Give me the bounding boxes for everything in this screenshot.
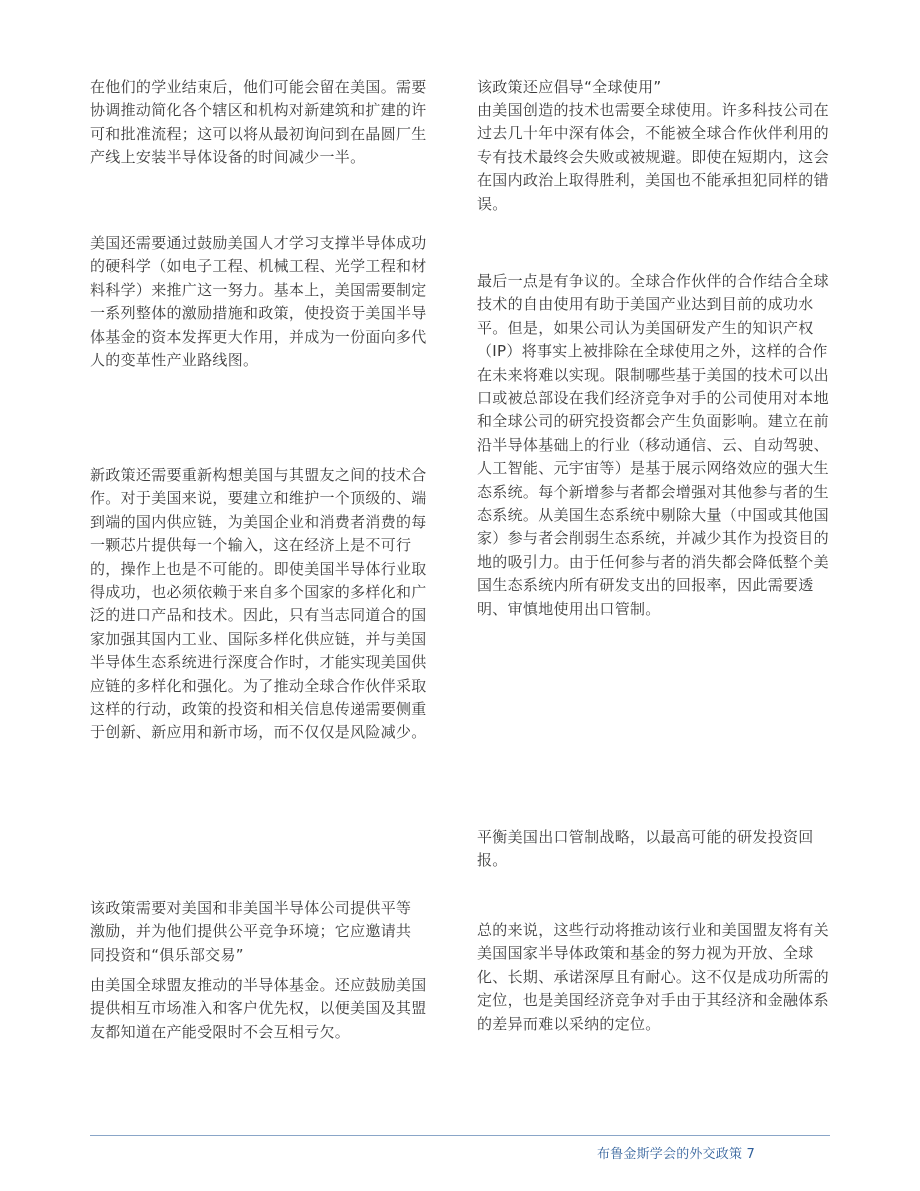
right-paragraph-4: 平衡美国出口管制战略，以最高可能的研发投资回报。 [477, 828, 814, 870]
right-paragraph-1: 该政策还应倡导“全球使用” [477, 78, 662, 96]
left-paragraph-3: 新政策还需要重新构想美国与其盟友之间的技术合作。对于美国来说，要建立和维护一个顶级的、端到端的国内供应链，为美国企业和消费者消费的每一颗芯片提供每一个输入，这在经济上是不可行的，操作上也是不可能的。即使美国半导体行业取得成功，也必须依赖于来自多个国家的多样化和广泛的进口产品和技术。因此，只有当志同道合的国家加强其国内工业、国际多样化供应链，并与美国半导体生态系统进行深度合作时，才能实现美国供应链的多样化和强化。为了推动全球合作伙伴采取这样的行动，政策的投资和相关信息传递需要侧重于创新、新应用和新市场，而不仅仅是风险减少。 [90, 466, 427, 742]
footer-divider [90, 1135, 830, 1136]
left-paragraph-5: 由美国全球盟友推动的半导体基金。还应鼓励美国提供相互市场准入和客户优先权，以便美国及其盟友都知道在产能受限时不会互相亏欠。 [90, 976, 427, 1041]
right-paragraph-3: 最后一点是有争议的。全球合作伙伴的合作结合全球技术的自由使用有助于美国产业达到目前的成功水平。但是，如果公司认为美国研发产生的知识产权（IP）将事实上被排除在全球使用之外，这样的合作在未来将难以实现。限制哪些基于美国的技术可以出口或被总部设在我们经济竞争对手的公司使用对本地和全球公司的研究投资都会产生负面影响。建立在前沿半导体基础上的行业（移动通信、云、自动驾驶、人工智能、元宇宙等）是基于展示网络效应的强大生态系统。每个新增参与者都会增强对其他参与者的生态系统。从美国生态系统中剔除大量（中国或其他国家）参与者会削弱生态系统，并减少其作为投资目的地的吸引力。由于任何参与者的消失都会降低整个美国生态系统内所有研发支出的回报率，因此需要透明、审慎地使用出口管制。 [477, 272, 829, 618]
left-paragraph-2: 美国还需要通过鼓励美国人才学习支撑半导体成功的硬科学（如电子工程、机械工程、光学工程和材料科学）来推广这一努力。基本上，美国需要制定一系列整体的激励措施和政策，使投资于美国半导体基金的资本发挥更大作用，并成为一份面向多代人的变革性产业路线图。 [90, 234, 427, 370]
right-paragraph-5: 总的来说，这些行动将推动该行业和美国盟友将有关美国国家半导体政策和基金的努力视为开放、全球化、长期、承诺深厚且有耐心。这不仅是成功所需的定位，也是美国经济竞争对手由于其经济和金融体系的差异而难以采纳的定位。 [477, 921, 829, 1033]
page-footer: 布鲁金斯学会的外交政策 7 [597, 1147, 756, 1162]
right-paragraph-2: 由美国创造的技术也需要全球使用。许多科技公司在过去几十年中深有体会，不能被全球合作伙伴利用的专有技术最终会失败或被规避。即使在短期内，这会在国内政治上取得胜利，美国也不能承担犯同样的错误。 [477, 101, 829, 213]
left-paragraph-4: 该政策需要对美国和非美国半导体公司提供平等激励，并为他们提供公平竞争环境；它应邀请共同投资和“俱乐部交易” [90, 899, 412, 964]
left-paragraph-1: 在他们的学业结束后，他们可能会留在美国。需要协调推动简化各个辖区和机构对新建筑和扩建的许可和批准流程；这可以将从最初询问到在晶圆厂生产线上安装半导体设备的时间减少一半。 [90, 78, 427, 167]
